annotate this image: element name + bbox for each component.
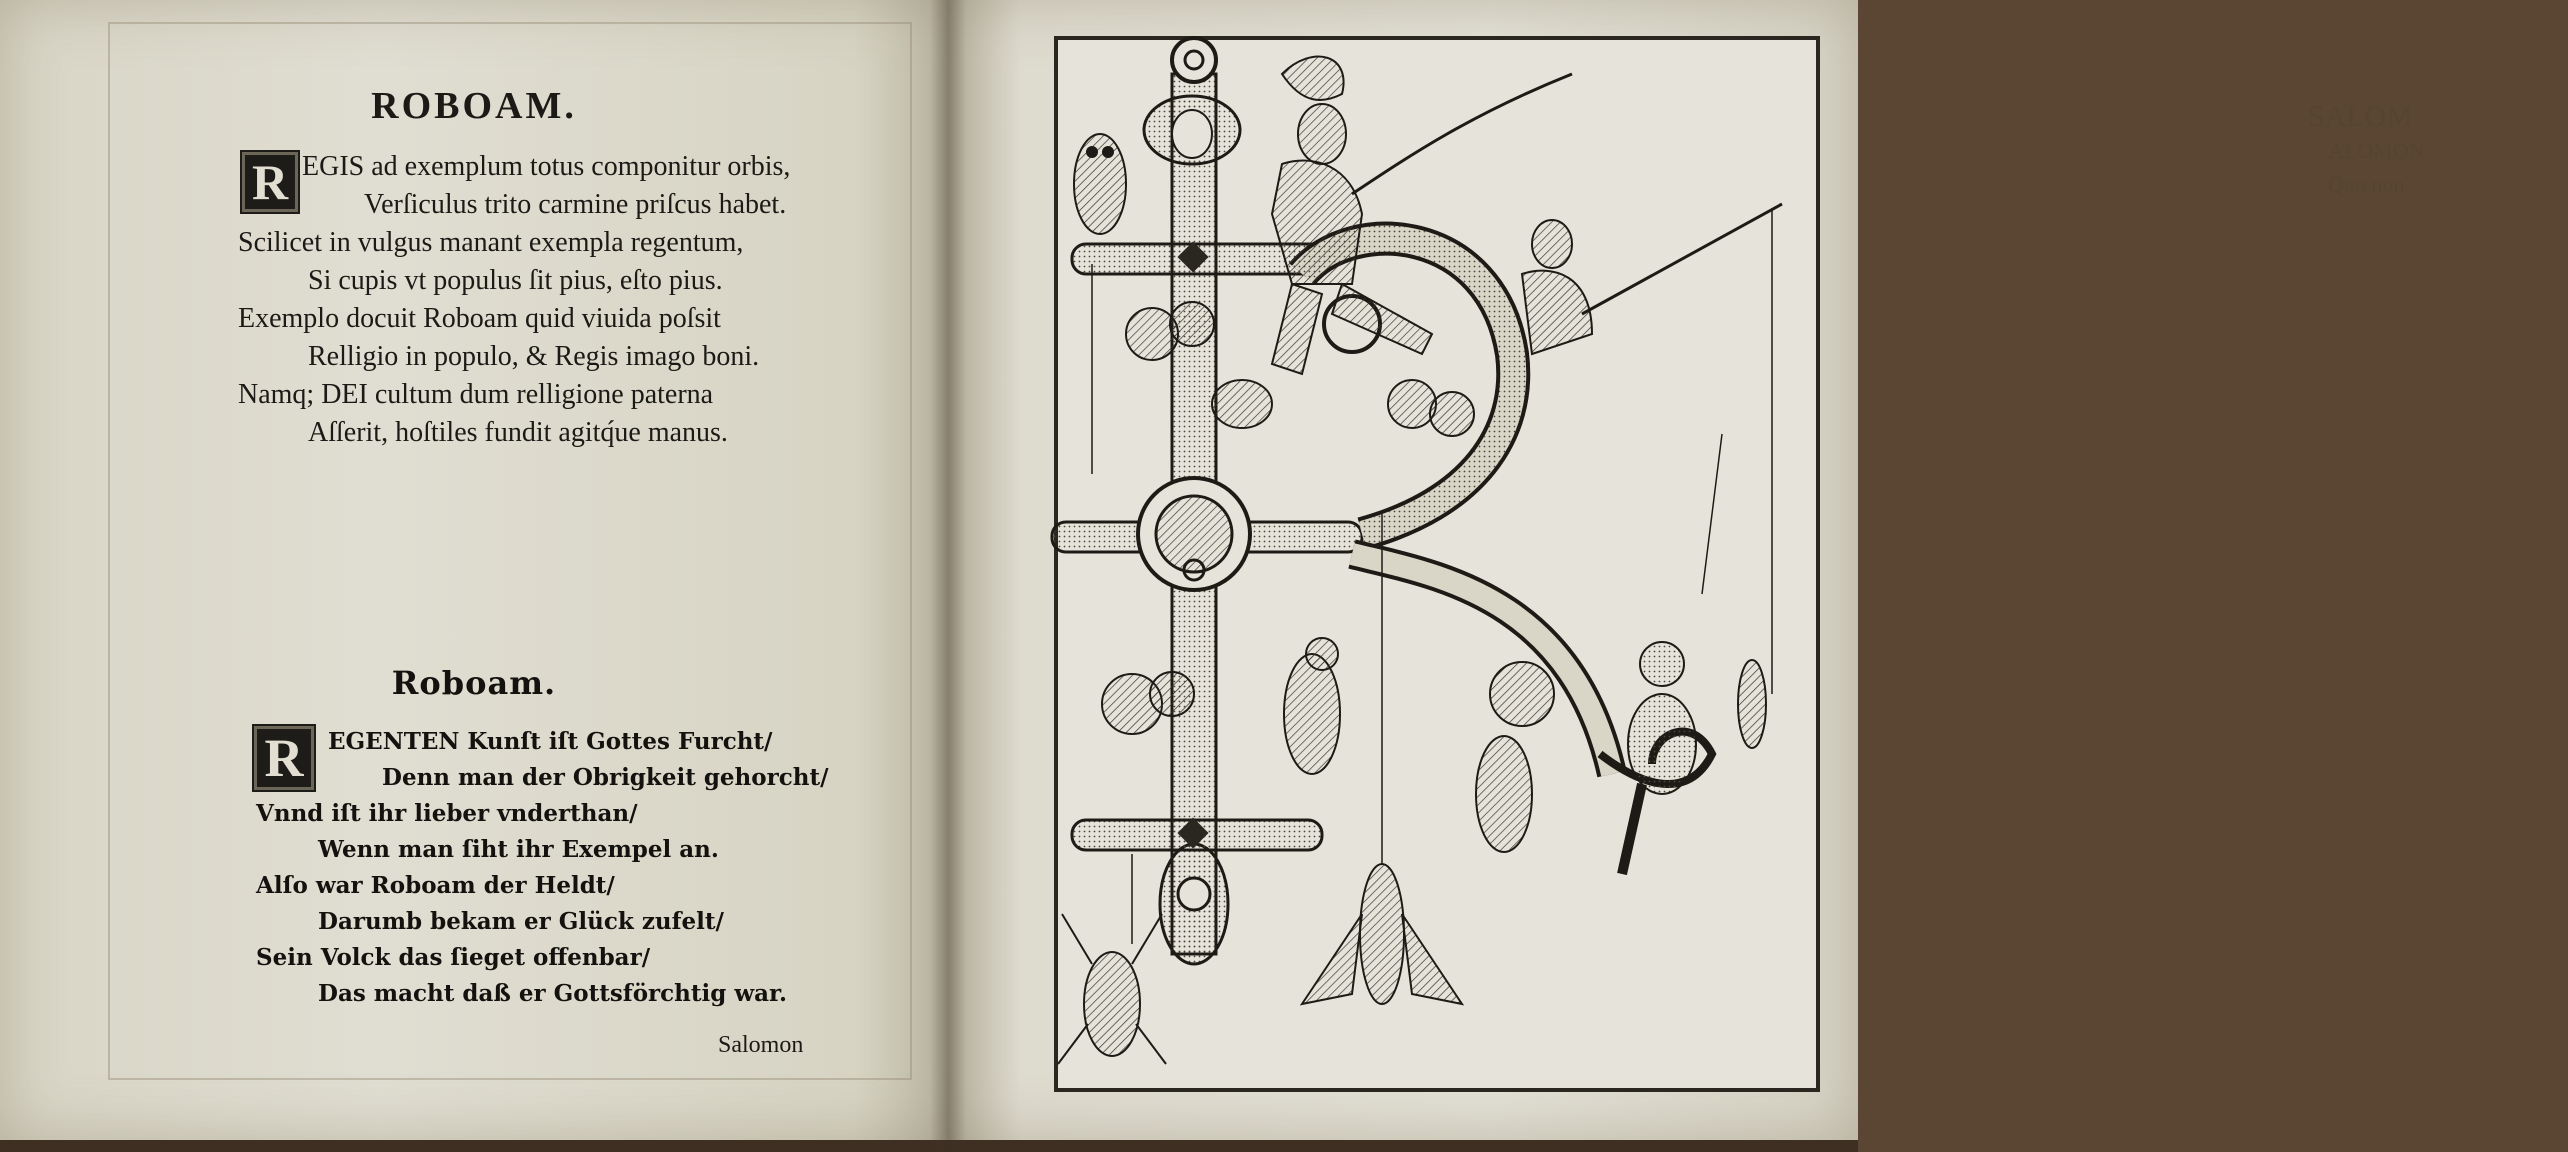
bleed-line: Quo non (2328, 172, 2405, 197)
poem-line: Si cupis vt populus ſit pius, eſto pius. (308, 265, 723, 296)
poem-line: Wenn man ſiht ihr Exempel an. (318, 836, 719, 863)
latin-poem (238, 148, 878, 452)
poem-line: Denn man der Obrigkeit gehorcht/ (382, 764, 829, 791)
poem-line: EGENTEN Kunſt iſt Gottes Furcht/ (328, 728, 773, 755)
poem-line: Alſo war Roboam der Heldt/ (256, 872, 615, 899)
poem-line: Scilicet in vulgus manant exempla regentum, (238, 227, 744, 258)
poem-line: Relligio in populo, & Regis imago boni. (308, 341, 760, 372)
catchword: Salomon (718, 1032, 804, 1058)
poem-line: Namq; DEI cultum dum relligione paterna (238, 379, 714, 410)
bleed-line: SALOM (2308, 100, 2414, 133)
poem-line: Vnnd iſt ihr lieber vnderthan/ (256, 800, 638, 827)
poem-line: Exemplo docuit Roboam quid viuida poſsit (238, 303, 721, 334)
poem-line: Verſiculus trito carmine priſcus habet. (364, 189, 787, 220)
book-gutter (930, 0, 966, 1152)
poem-line: Sein Volck das ſieget offenbar/ (256, 944, 651, 971)
bleed-through-text (2308, 100, 2568, 202)
poem-line: Aſſerit, hoſtiles fundit agitq́ue manus. (308, 417, 728, 448)
ornamental-engraving (1052, 34, 1822, 1094)
poem-line: EGIS ad exemplum totus componitur orbis, (302, 151, 791, 182)
german-drop-cap: R (252, 724, 316, 792)
lion-mask (1138, 478, 1250, 590)
poem-line: Das macht daß er Gottsförchtig war. (318, 980, 788, 1007)
left-page (0, 0, 948, 1140)
german-poem (256, 724, 856, 1012)
latin-drop-cap: R (240, 150, 300, 214)
owl-figure (1074, 134, 1126, 234)
german-title: Roboam. (391, 664, 557, 702)
bleed-line: ALOMON (2328, 138, 2425, 163)
cherub-face (1144, 96, 1240, 164)
latin-title: ROBOAM. (371, 85, 577, 127)
poem-line: Darumb bekam er Glück zufelt/ (318, 908, 724, 935)
